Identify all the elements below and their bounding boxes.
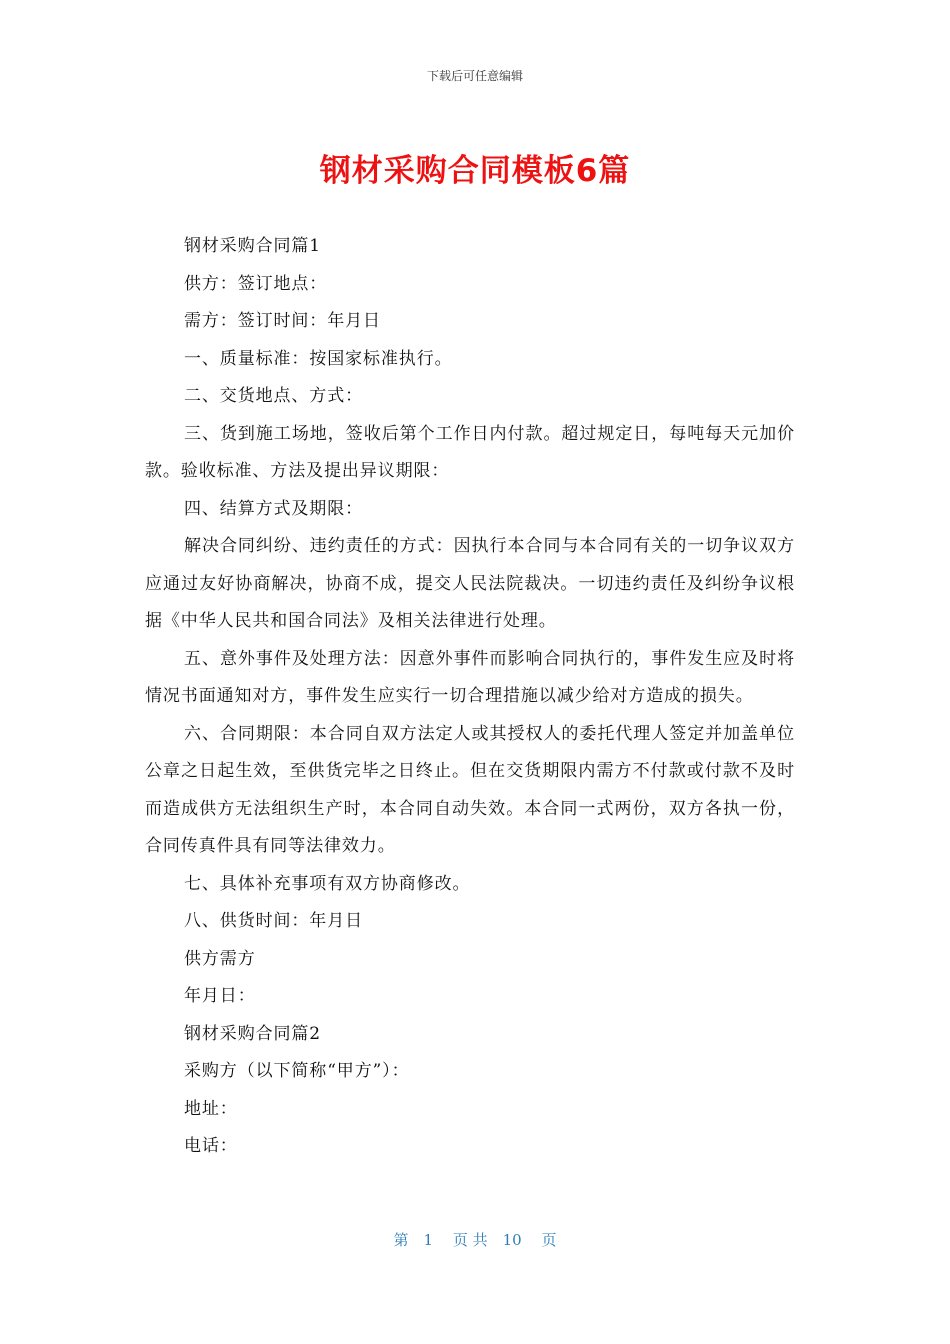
paragraph: 三、货到施工场地，签收后第个工作日内付款。超过规定日，每吨每天元加价款。验收标准、方法及提出异议期限： [145,423,795,481]
paragraph: 供方需方 [184,948,256,969]
paragraph: 钢材采购合同篇2 [184,1023,322,1044]
document-body [145,228,795,1166]
paragraph: 八、供货时间：年月日 [184,911,363,931]
paragraph: 六、合同期限：本合同自双方法定人或其授权人的委托代理人签定并加盖单位公章之日起生效，至供货完毕之日终止。但在交货期限内需方不付款或付款不及时而造成供方无法组织生产时，本合同自动失效。本合同一式两份，双方各执一份，合同传真件具有同等法律效力。 [145,723,795,856]
paragraph: 需方：签订时间：年月日 [184,311,381,331]
paragraph: 解决合同纠纷、违约责任的方式：因执行本合同与本合同有关的一切争议双方应通过友好协商解决，协商不成，提交人民法院裁决。一切违约责任及纠纷争议根据《中华人民共和国合同法》及相关法律进行处理。 [145,536,795,631]
header-note: 下载后可任意编辑 [426,69,523,83]
document-title: 钢材采购合同模板6篇 [319,153,631,189]
paragraph: 一、质量标准：按国家标准执行。 [184,348,453,369]
page-footer [0,1229,950,1250]
paragraph: 年月日： [184,986,256,1006]
paragraph: 四、结算方式及期限： [184,498,363,519]
paragraph: 地址： [184,1098,238,1119]
paragraph: 电话： [184,1136,238,1156]
paragraph: 钢材采购合同篇1 [184,236,322,256]
paragraph: 二、交货地点、方式： [184,386,363,406]
paragraph: 七、具体补充事项有双方协商修改。 [184,873,471,894]
paragraph: 采购方（以下简称“甲方”）： [184,1061,410,1081]
paragraph: 供方：签订地点： [184,273,328,294]
paragraph: 五、意外事件及处理方法：因意外事件而影响合同执行的，事件发生应及时将情况书面通知对方，事件发生应实行一切合理措施以减少给对方造成的损失。 [145,648,795,706]
page-number: 第 1 页 共 10 页 [393,1231,557,1249]
